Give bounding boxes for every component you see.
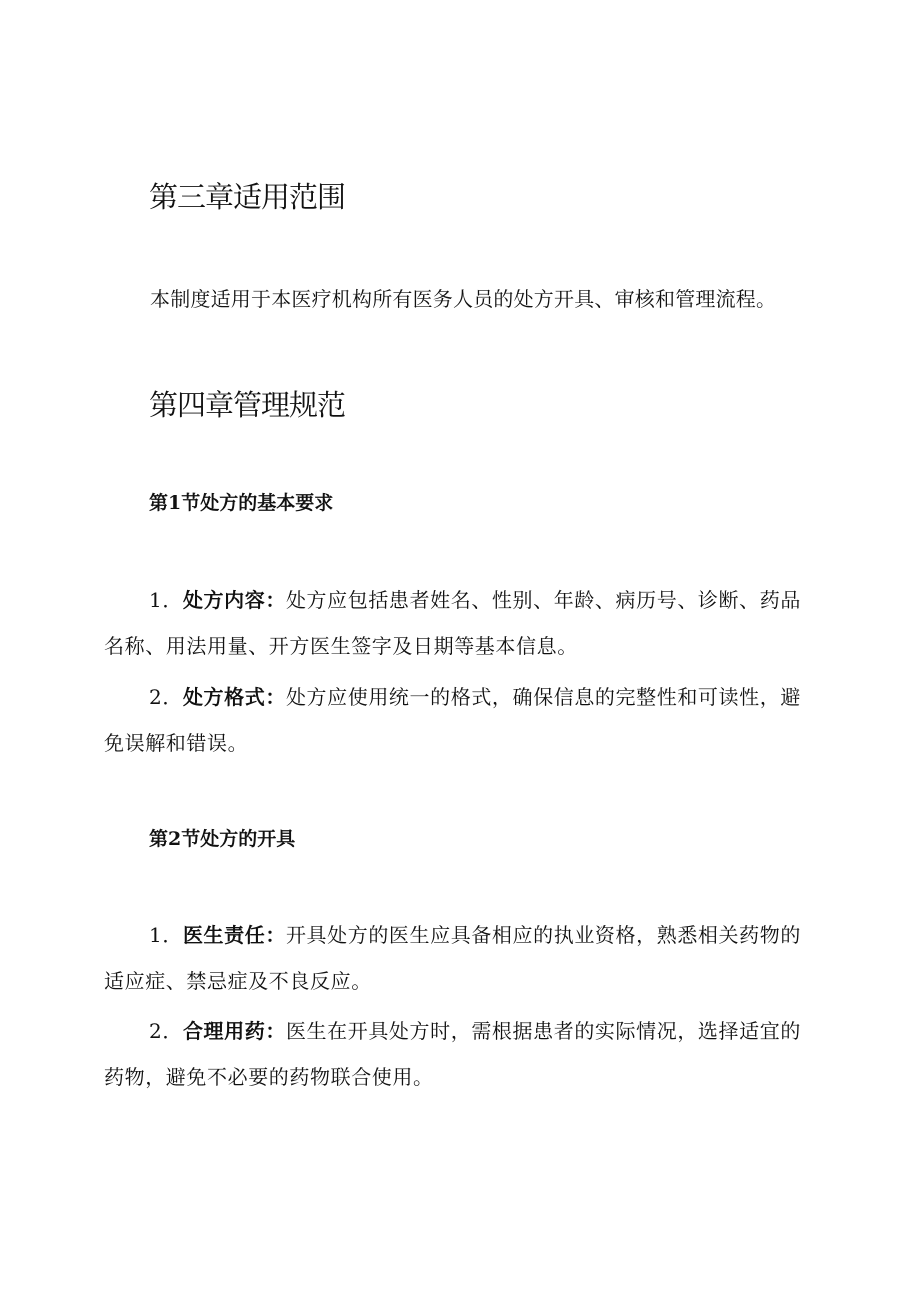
item-text: 处方应包括患者姓名、性别、年龄、病历号、诊断、药品名称、用法用量、开方医生签字及日期等基本信息。 bbox=[104, 588, 801, 658]
section-1-item-2 bbox=[104, 674, 820, 766]
section-2-item-2 bbox=[104, 1008, 820, 1100]
item-number: 2． bbox=[149, 685, 183, 709]
item-number: 1． bbox=[149, 588, 183, 612]
chapter-3-body: 本制度适用于本医疗机构所有医务人员的处方开具、审核和管理流程。 bbox=[150, 287, 777, 311]
item-label: 医生责任： bbox=[182, 923, 286, 947]
section-2-item-1 bbox=[104, 912, 820, 1004]
item-label: 处方格式： bbox=[182, 685, 286, 709]
item-number: 2． bbox=[149, 1019, 183, 1043]
chapter-3-title: 第三章适用范围 bbox=[149, 180, 346, 214]
item-text: 处方应使用统一的格式，确保信息的完整性和可读性，避免误解和错误。 bbox=[104, 685, 801, 755]
item-text: 开具处方的医生应具备相应的执业资格，熟悉相关药物的适应症、禁忌症及不良反应。 bbox=[104, 923, 801, 993]
item-label: 合理用药： bbox=[182, 1019, 286, 1043]
section-1-title: 第1节处方的基本要求 bbox=[149, 492, 334, 514]
section-1-item-1 bbox=[104, 577, 820, 669]
section-2-title: 第2节处方的开具 bbox=[149, 828, 296, 850]
item-label: 处方内容： bbox=[182, 588, 286, 612]
item-text: 医生在开具处方时，需根据患者的实际情况，选择适宜的药物，避免不必要的药物联合使用。 bbox=[104, 1019, 801, 1089]
item-number: 1． bbox=[149, 923, 183, 947]
chapter-4-title: 第四章管理规范 bbox=[149, 388, 346, 422]
